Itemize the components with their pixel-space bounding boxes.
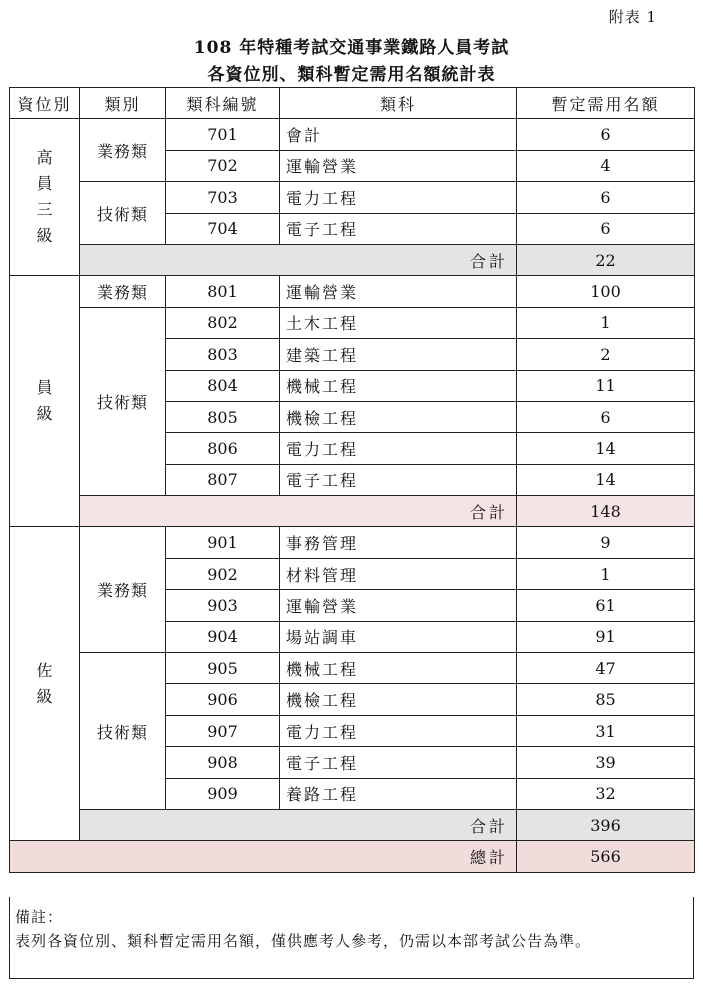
subject-cell: 場站調車 — [280, 621, 517, 652]
subject-cell: 電子工程 — [280, 464, 517, 495]
annex-label: 附表 1 — [608, 8, 657, 26]
subtotal-label: 合計 — [80, 809, 517, 840]
count-cell: 6 — [517, 119, 695, 150]
level-char: 級 — [36, 686, 53, 706]
subject-cell: 事務管理 — [280, 527, 517, 558]
count-cell: 14 — [517, 433, 695, 464]
code-cell: 704 — [166, 213, 280, 244]
subject-cell: 會計 — [280, 119, 517, 150]
level-cell — [10, 527, 80, 841]
count-cell: 85 — [517, 684, 695, 715]
subject-cell: 建築工程 — [280, 339, 517, 370]
header-subject: 類科 — [280, 88, 517, 119]
subject-cell: 電力工程 — [280, 433, 517, 464]
subject-cell: 電子工程 — [280, 213, 517, 244]
table-row — [10, 527, 695, 558]
subtotal-value: 22 — [517, 244, 695, 275]
level-char: 員 — [36, 378, 53, 398]
level-char: 三 — [36, 200, 53, 220]
subject-cell: 電力工程 — [280, 715, 517, 746]
count-cell: 1 — [517, 307, 695, 338]
subtotal-label: 合計 — [80, 496, 517, 527]
code-cell: 702 — [166, 150, 280, 181]
subtotal-label: 合計 — [80, 244, 517, 275]
level-char: 高 — [36, 148, 53, 168]
table-body — [10, 119, 695, 872]
code-cell: 701 — [166, 119, 280, 150]
subject-cell: 運輸營業 — [280, 590, 517, 621]
count-cell: 39 — [517, 747, 695, 778]
document-title: 108 年特種考試交通事業鐵路人員考試 — [193, 38, 510, 58]
header-count: 暫定需用名額 — [517, 88, 695, 119]
count-cell: 6 — [517, 401, 695, 432]
code-cell: 801 — [166, 276, 280, 307]
kind-cell: 業務類 — [80, 119, 166, 182]
code-cell: 901 — [166, 527, 280, 558]
code-cell: 804 — [166, 370, 280, 401]
kind-cell: 技術類 — [80, 182, 166, 245]
code-cell: 902 — [166, 558, 280, 589]
subtotal-row — [10, 809, 695, 840]
table-row — [10, 307, 695, 338]
header-level: 資位別 — [10, 88, 80, 119]
quota-table — [9, 87, 695, 873]
count-cell: 4 — [517, 150, 695, 181]
code-cell: 703 — [166, 182, 280, 213]
level-cell — [10, 119, 80, 276]
grand-total-row — [10, 841, 695, 872]
subject-cell: 機檢工程 — [280, 401, 517, 432]
subject-cell: 土木工程 — [280, 307, 517, 338]
subject-cell: 電子工程 — [280, 747, 517, 778]
count-cell: 11 — [517, 370, 695, 401]
count-cell: 32 — [517, 778, 695, 809]
grand-total-label: 總計 — [10, 841, 517, 872]
subject-cell: 養路工程 — [280, 778, 517, 809]
code-cell: 905 — [166, 653, 280, 684]
subject-cell: 機檢工程 — [280, 684, 517, 715]
code-cell: 906 — [166, 684, 280, 715]
subtotal-row — [10, 496, 695, 527]
level-char: 員 — [36, 174, 53, 194]
table-row — [10, 276, 695, 307]
code-cell: 909 — [166, 778, 280, 809]
kind-cell: 業務類 — [80, 527, 166, 653]
table-row — [10, 119, 695, 150]
code-cell: 907 — [166, 715, 280, 746]
code-cell: 807 — [166, 464, 280, 495]
count-cell: 31 — [517, 715, 695, 746]
subject-cell: 運輸營業 — [280, 276, 517, 307]
code-cell: 802 — [166, 307, 280, 338]
code-cell: 806 — [166, 433, 280, 464]
count-cell: 2 — [517, 339, 695, 370]
count-cell: 9 — [517, 527, 695, 558]
count-cell: 61 — [517, 590, 695, 621]
count-cell: 1 — [517, 558, 695, 589]
code-cell: 805 — [166, 401, 280, 432]
count-cell: 91 — [517, 621, 695, 652]
table-header-row — [10, 88, 695, 119]
subject-cell: 機械工程 — [280, 370, 517, 401]
code-cell: 803 — [166, 339, 280, 370]
document-subtitle: 各資位別、類科暫定需用名額統計表 — [207, 65, 496, 85]
kind-cell: 技術類 — [80, 307, 166, 495]
code-cell: 903 — [166, 590, 280, 621]
notes-box — [9, 897, 694, 979]
header-code: 類科編號 — [166, 88, 280, 119]
count-cell: 100 — [517, 276, 695, 307]
notes-text: 表列各資位別、類科暫定需用名額，僅供應考人參考，仍需以本部考試公告為準。 — [15, 932, 592, 950]
table-row — [10, 653, 695, 684]
level-char: 佐 — [36, 660, 53, 680]
count-cell: 6 — [517, 213, 695, 244]
count-cell: 47 — [517, 653, 695, 684]
level-char: 級 — [36, 226, 53, 246]
table-row — [10, 182, 695, 213]
grand-total-value: 566 — [517, 841, 695, 872]
subtotal-value: 396 — [517, 809, 695, 840]
count-cell: 14 — [517, 464, 695, 495]
subject-cell: 機械工程 — [280, 653, 517, 684]
subject-cell: 材料管理 — [280, 558, 517, 589]
subtotal-value: 148 — [517, 496, 695, 527]
code-cell: 904 — [166, 621, 280, 652]
level-char: 級 — [36, 404, 53, 424]
subtotal-row — [10, 244, 695, 275]
kind-cell: 技術類 — [80, 653, 166, 810]
code-cell: 908 — [166, 747, 280, 778]
header-kind: 類別 — [80, 88, 166, 119]
subject-cell: 運輸營業 — [280, 150, 517, 181]
count-cell: 6 — [517, 182, 695, 213]
subject-cell: 電力工程 — [280, 182, 517, 213]
kind-cell: 業務類 — [80, 276, 166, 307]
notes-title: 備註： — [15, 908, 64, 926]
level-cell — [10, 276, 80, 527]
